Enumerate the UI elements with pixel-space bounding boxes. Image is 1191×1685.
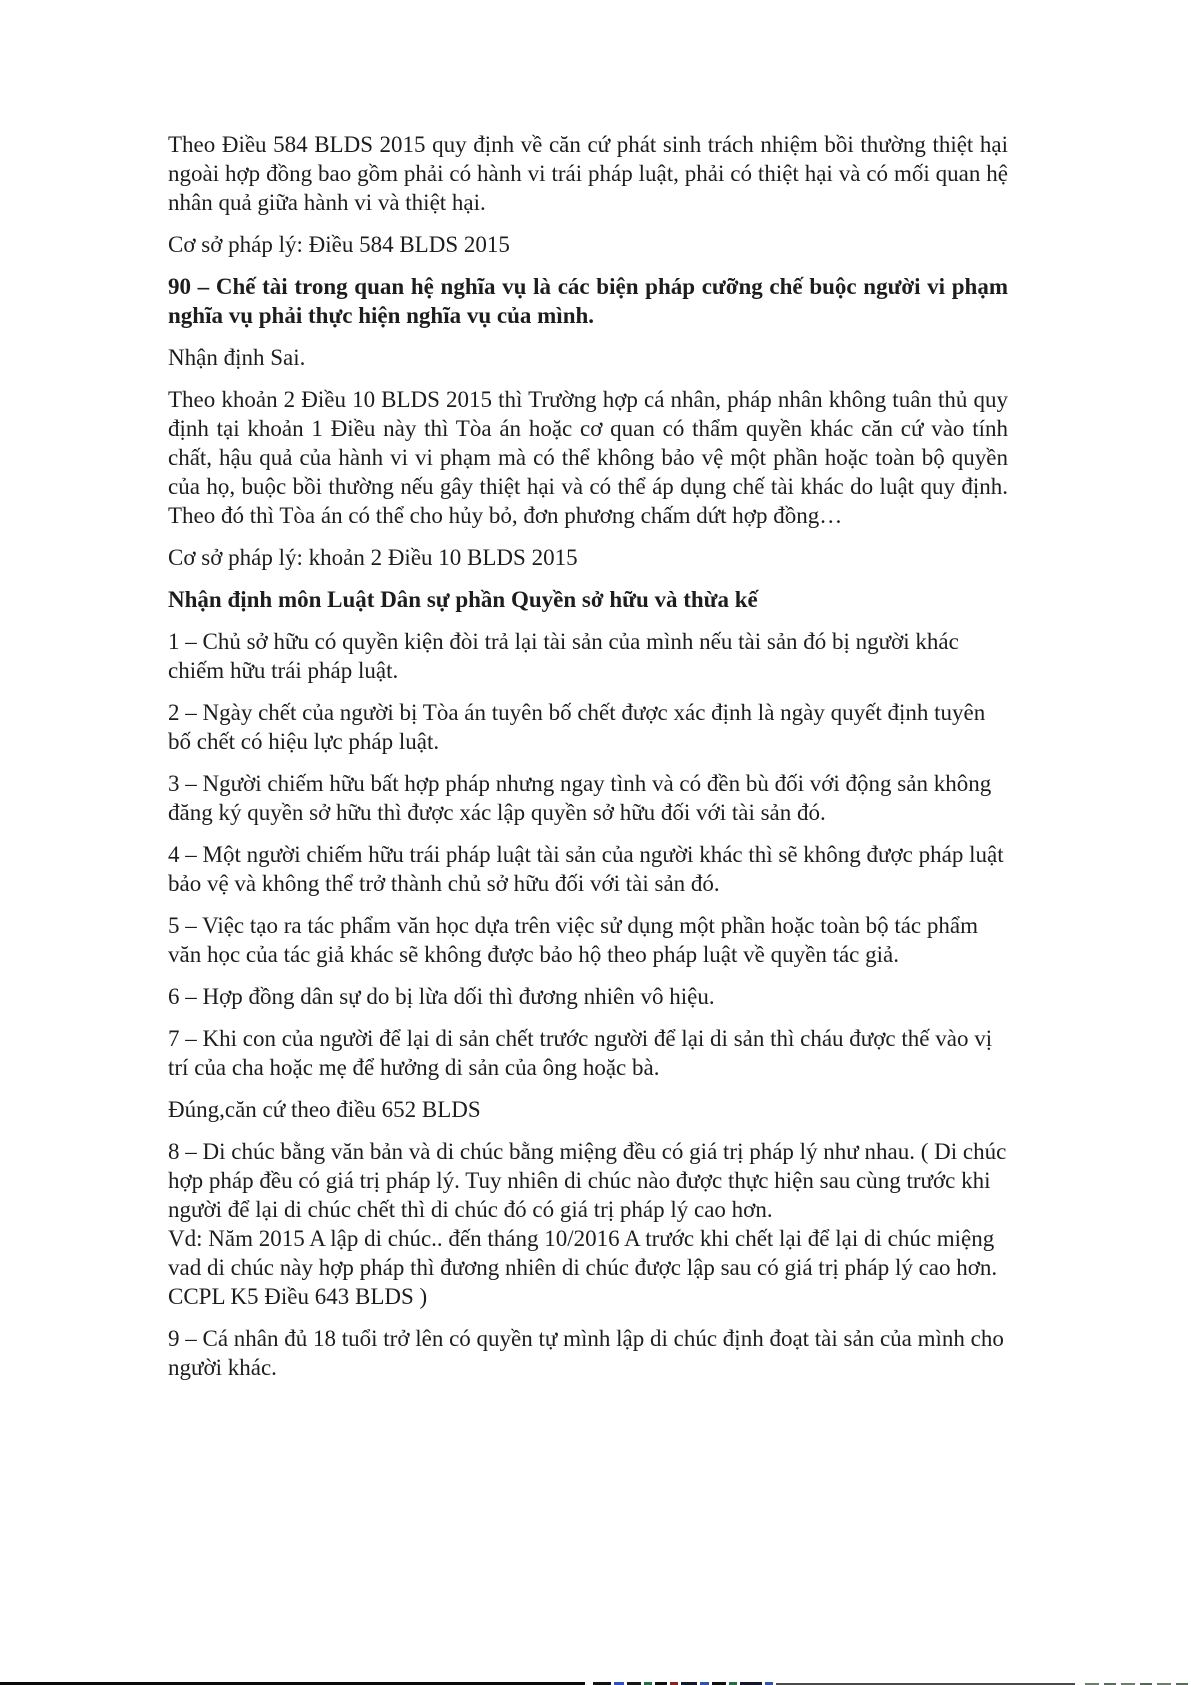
statement-7: 7 – Khi con của người để lại di sản chết trước người để lại di sản thì cháu được thế vào vị trí của cha hoặc mẹ để hưởng di sản của ông hoặc bà. bbox=[168, 1026, 993, 1080]
paragraph-khoan2-dieu10-analysis: Theo khoản 2 Điều 10 BLDS 2015 thì Trường hợp cá nhân, pháp nhân không tuân thủ quy định tại khoản 1 Điều này thì Tòa án hoặc cơ quan có thẩm quyền khác căn cứ vào tính chất, hậu quả của hành vi vi phạm mà có thể không bảo vệ một phần hoặc toàn bộ quyền của họ, buộc bồi thường nếu gây thiệt hại và có thể áp dụng chế tài khác do luật quy định. Theo đó thì Tòa án có thể cho hủy bỏ, đơn phương chấm dứt hợp đồng… bbox=[168, 387, 1008, 528]
statement-8-example: Vd: Năm 2015 A lập di chúc.. đến tháng 10/2016 A trước khi chết lại để lại di chúc miệng vad di chúc này hợp pháp thì đương nhiên di chúc được lập sau có giá trị pháp lý cao hơn. CCPL K5 Điều 643 BLDS ) bbox=[168, 1226, 998, 1309]
statement-2: 2 – Ngày chết của người bị Tòa án tuyên bố chết được xác định là ngày quyết định tuyên bố chết có hiệu lực pháp luật. bbox=[168, 700, 986, 754]
statement-8 bbox=[168, 1137, 1008, 1311]
heading-section-property-and-inheritance: Nhận định môn Luật Dân sự phần Quyền sở hữu và thừa kế bbox=[168, 587, 758, 612]
statement-9: 9 – Cá nhân đủ 18 tuổi trở lên có quyền tự mình lập di chúc định đoạt tài sản của mình cho người khác. bbox=[168, 1326, 1004, 1380]
paragraph-legal-basis-dieu-584: Cơ sở pháp lý: Điều 584 BLDS 2015 bbox=[168, 232, 510, 257]
paragraph-answer-statement-7: Đúng,căn cứ theo điều 652 BLDS bbox=[168, 1097, 481, 1122]
heading-statement-90: 90 – Chế tài trong quan hệ nghĩa vụ là các biện pháp cưỡng chế buộc người vi phạm nghĩa vụ phải thực hiện nghĩa vụ của mình. bbox=[168, 274, 1008, 328]
statement-3: 3 – Người chiếm hữu bất hợp pháp nhưng ngay tình và có đền bù đối với động sản không đăng ký quyền sở hữu thì được xác lập quyền sở hữu đối với tài sản đó. bbox=[168, 771, 992, 825]
paragraph-legal-basis-khoan2-dieu10: Cơ sở pháp lý: khoản 2 Điều 10 BLDS 2015 bbox=[168, 545, 578, 570]
document-body bbox=[168, 130, 1008, 1395]
statement-1: 1 – Chủ sở hữu có quyền kiện đòi trả lại tài sản của mình nếu tài sản đó bị người khác chiếm hữu trái pháp luật. bbox=[168, 629, 959, 683]
statement-5: 5 – Việc tạo ra tác phẩm văn học dựa trên việc sử dụng một phần hoặc toàn bộ tác phẩm văn học của tác giả khác sẽ không được bảo hộ theo pháp luật về quyền tác giả. bbox=[168, 913, 978, 967]
paragraph-basis-dieu-584-analysis: Theo Điều 584 BLDS 2015 quy định về căn cứ phát sinh trách nhiệm bồi thường thiệt hại ngoài hợp đồng bao gồm phải có hành vi trái pháp luật, phải có thiệt hại và có mối quan hệ nhân quả giữa hành vi và thiệt hại. bbox=[168, 132, 1008, 215]
taskbar-edge-sliver bbox=[0, 1681, 1191, 1685]
statement-8-text: 8 – Di chúc bằng văn bản và di chúc bằng miệng đều có giá trị pháp lý như nhau. ( Di chúc hợp pháp đều có giá trị pháp lý. Tuy nhiên di chúc nào được thực hiện sau cùng trước khi người để lại di chúc chết thì di chúc đó có giá trị pháp lý cao hơn. bbox=[168, 1139, 1007, 1222]
paragraph-assessment-sai: Nhận định Sai. bbox=[168, 345, 306, 370]
statement-6: 6 – Hợp đồng dân sự do bị lừa dối thì đương nhiên vô hiệu. bbox=[168, 984, 715, 1009]
statement-4: 4 – Một người chiếm hữu trái pháp luật tài sản của người khác thì sẽ không được pháp luật bảo vệ và không thể trở thành chủ sở hữu đối với tài sản đó. bbox=[168, 842, 1004, 896]
